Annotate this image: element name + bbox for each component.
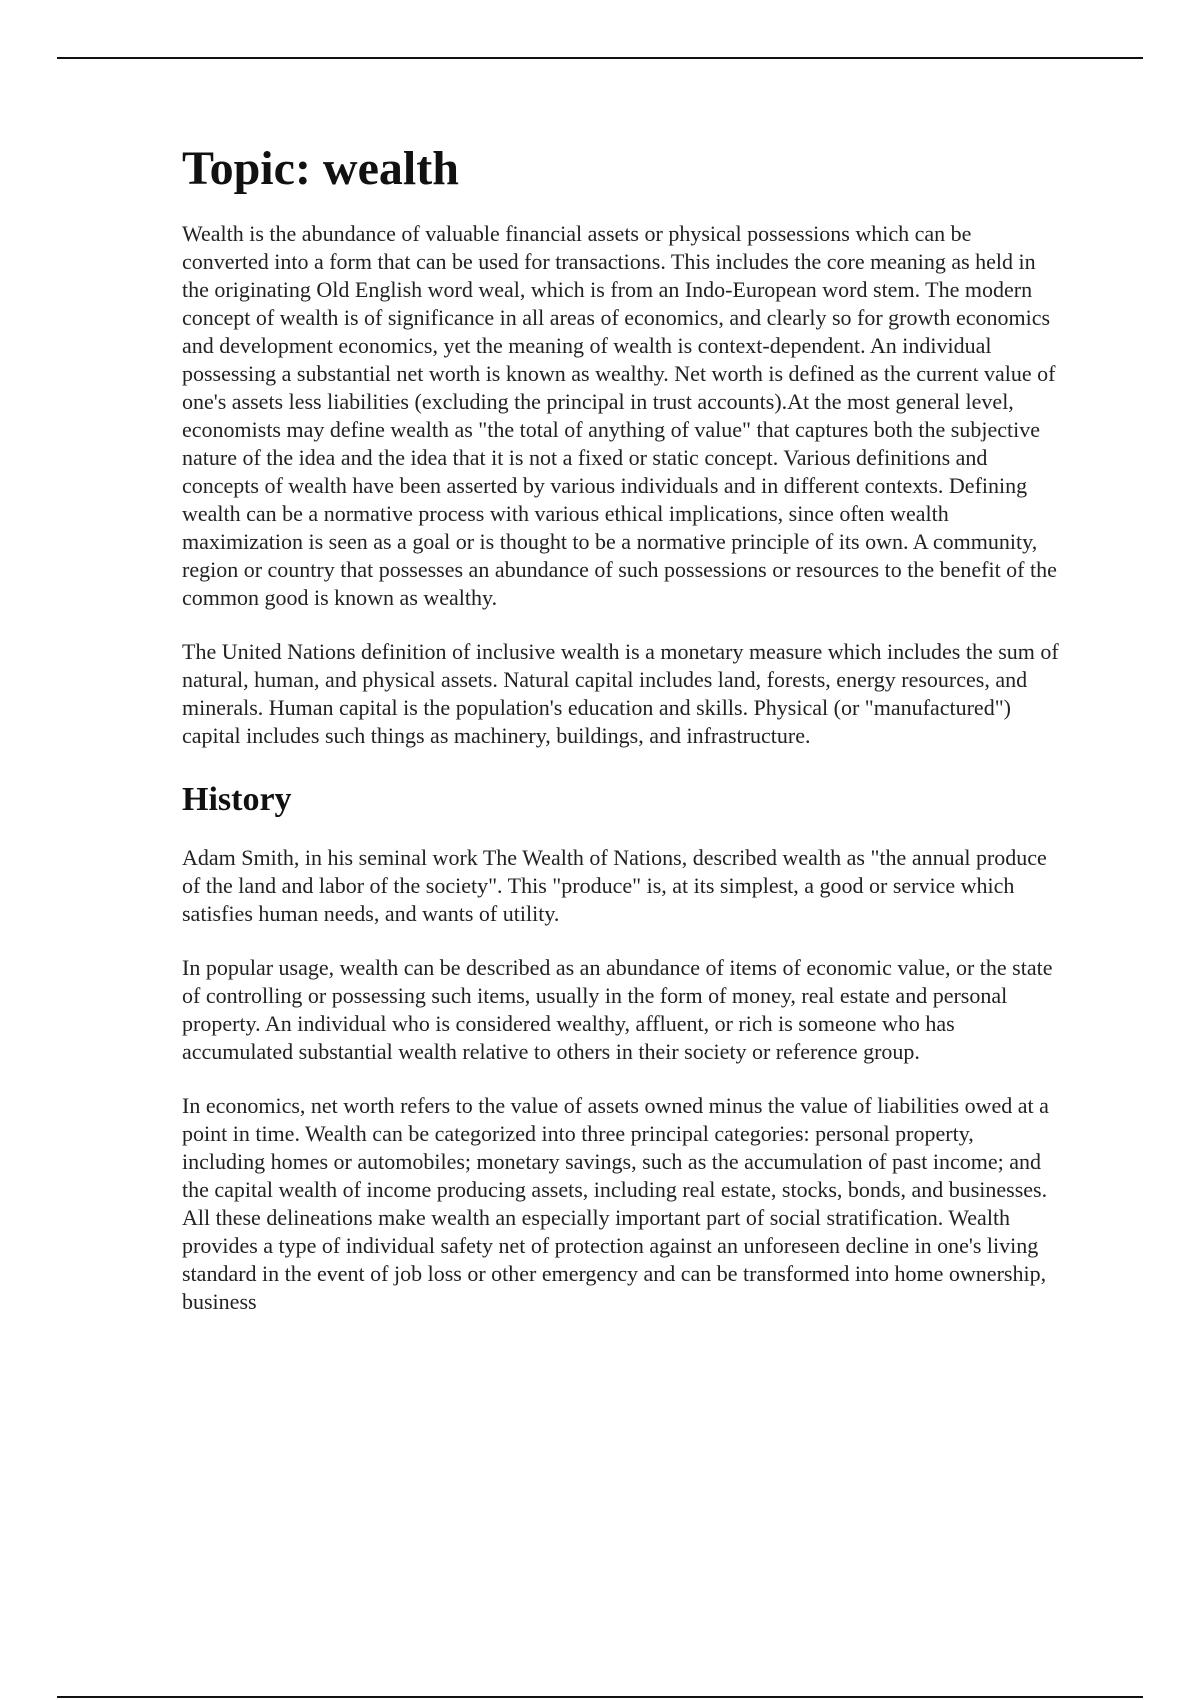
- page-title: Topic: wealth: [182, 142, 459, 195]
- document-body: [182, 140, 1062, 1342]
- intro-paragraph-1: Wealth is the abundance of valuable financial assets or physical possessions which can be converted into a form that can be used for transactions. This includes the core meaning as held in the originating Old English word weal, which is from an Indo-European word stem. The modern concept of wealth is of significance in all areas of economics, and clearly so for growth economics and development economics, yet the meaning of wealth is context-dependent. An individual possessing a substantial net worth is known as wealthy. Net worth is defined as the current value of one's assets less liabilities (excluding the principal in trust accounts).At the most general level, economists may define wealth as "the total of anything of value" that captures both the subjective nature of the idea and the idea that it is not a fixed or static concept. Various definitions and concepts of wealth have been asserted by various individuals and in different contexts. Defining wealth can be a normative process with various ethical implications, since often wealth maximization is seen as a goal or is thought to be a normative principle of its own. A community, region or country that possesses an abundance of such possessions or resources to the benefit of the common good is known as wealthy.: [182, 220, 1057, 610]
- header-rule: [57, 57, 1143, 59]
- intro-paragraph-2: The United Nations definition of inclusive wealth is a monetary measure which includes the sum of natural, human, and physical assets. Natural capital includes land, forests, energy resources, and minerals. Human capital is the population's education and skills. Physical (or "manufactured") capital includes such things as machinery, buildings, and infrastructure.: [182, 638, 1059, 748]
- history-heading: History: [182, 780, 292, 818]
- history-paragraph-1: Adam Smith, in his seminal work The Wealth of Nations, described wealth as "the annual produce of the land and labor of the society". This "produce" is, at its simplest, a good or service which satisfies human needs, and wants of utility.: [182, 845, 1047, 927]
- footer-rule: [57, 1696, 1143, 1698]
- history-paragraph-3: In economics, net worth refers to the value of assets owned minus the value of liabilities owed at a point in time. Wealth can be categorized into three principal categories: personal property, including homes or automobiles; monetary savings, such as the accumulation of past income; and the capital wealth of income producing assets, including real estate, stocks, bonds, and businesses. All these delineations make wealth an especially important part of social stratification. Wealth provides a type of individual safety net of protection against an unforeseen decline in one's living standard in the event of job loss or other emergency and can be transformed into home ownership, business: [182, 1093, 1049, 1315]
- history-paragraph-2: In popular usage, wealth can be described as an abundance of items of economic value, or the state of controlling or possessing such items, usually in the form of money, real estate and personal property. An individual who is considered wealthy, affluent, or rich is someone who has accumulated substantial wealth relative to others in their society or reference group.: [182, 955, 1053, 1065]
